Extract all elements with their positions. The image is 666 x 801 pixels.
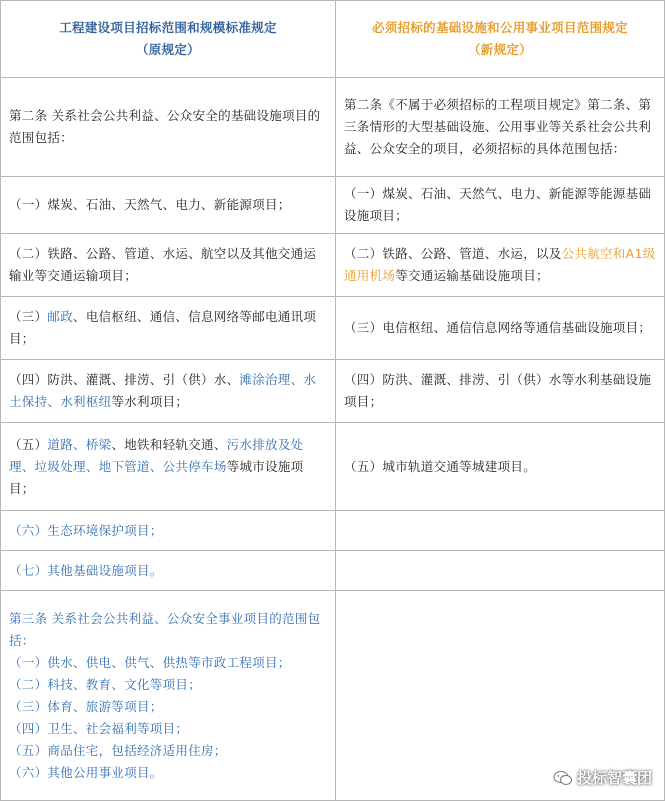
row9-left-line-6: （五）商品住宅，包括经济适用住房； bbox=[9, 742, 227, 758]
table-row bbox=[1, 234, 665, 297]
row5-left-sep-2: 、 bbox=[47, 394, 61, 409]
row6-left-highlight-5: 地下管道 bbox=[98, 458, 150, 474]
row9-left-line-3: （二）科技、教育、文化等项目； bbox=[9, 676, 202, 692]
header-left-title: 工程建设项目招标范围和规模标准规定 bbox=[59, 20, 277, 35]
row6-left bbox=[1, 423, 336, 511]
row6-left-text-mid: 、地铁和轻轨交通、 bbox=[111, 436, 227, 452]
header-right-cell bbox=[336, 1, 665, 78]
row8-left: （七）其他基础设施项目。 bbox=[1, 551, 336, 591]
table-row bbox=[1, 360, 665, 423]
row1-left: 第二条 关系社会公共利益、公众安全的基础设施项目的范围包括： bbox=[1, 78, 336, 177]
row6-left-highlight-4: 垃圾处理 bbox=[34, 458, 86, 474]
row5-left-sep-1: 、 bbox=[290, 372, 304, 387]
row1-right: 第二条《不属于必须招标的工程项目规定》第二条、第三条情形的大型基础设施、公用事业等关系社会公共利益、公众安全的项目，必须招标的具体范围包括： bbox=[336, 78, 665, 177]
row5-left-text-b: 等水利项目； bbox=[111, 394, 189, 409]
row6-left-highlight-3: 污水排放及处理 bbox=[9, 436, 304, 474]
row3-left: （二）铁路、公路、管道、水运、航空以及其他交通运输业等交通运输项目； bbox=[1, 234, 336, 297]
row2-left: （一）煤炭、石油、天然气、电力、新能源项目； bbox=[1, 177, 336, 234]
row9-left bbox=[1, 591, 336, 801]
watermark-text: 投标智囊团 bbox=[576, 769, 652, 787]
row4-right: （三）电信枢纽、通信信息网络等通信基础设施项目； bbox=[336, 297, 665, 360]
row5-left-highlight-2: 水土保持 bbox=[9, 372, 317, 409]
row9-left-line-5: （四）卫生、社会福利等项目； bbox=[9, 720, 189, 736]
header-left-cell bbox=[1, 1, 336, 78]
row6-left-highlight-1: 道路 bbox=[47, 436, 74, 452]
row9-left-line-4: （三）体育、旅游等项目； bbox=[9, 698, 163, 714]
row4-left-text-b: 、电信枢纽、通信、信息网络等邮电通讯项目； bbox=[9, 309, 317, 346]
row3-right bbox=[336, 234, 665, 297]
row6-left-highlight-6: 公共停车场 bbox=[162, 458, 227, 474]
row6-right: （五）城市轨道交通等城建项目。 bbox=[336, 423, 665, 511]
row6-left-sep-4: 、 bbox=[85, 458, 99, 474]
wechat-icon bbox=[553, 770, 573, 786]
table-row bbox=[1, 511, 665, 551]
row3-right-text-a: （二）铁路、公路、管道、水运，以及 bbox=[344, 246, 562, 261]
row4-left-highlight: 邮政 bbox=[47, 309, 74, 324]
row5-right: （四）防洪、灌溉、排涝、引（供）水等水利基础设施项目； bbox=[336, 360, 665, 423]
table-row bbox=[1, 423, 665, 511]
row4-left bbox=[1, 297, 336, 360]
row5-left bbox=[1, 360, 336, 423]
row2-right: （一）煤炭、石油、天然气、电力、新能源等能源基础设施项目； bbox=[336, 177, 665, 234]
header-left-subtitle: （原规定） bbox=[135, 42, 200, 57]
row3-right-highlight: 公共航空和A1级通用机场 bbox=[344, 246, 656, 283]
row7-left: （六）生态环境保护项目； bbox=[1, 511, 336, 551]
row6-left-text-a: （五） bbox=[9, 436, 48, 452]
row3-right-text-b: 等交通运输基础设施项目； bbox=[395, 268, 549, 283]
row5-left-highlight-1: 滩涂治理 bbox=[239, 372, 291, 387]
row6-left-sep-1: 、 bbox=[73, 436, 86, 452]
table-row bbox=[1, 177, 665, 234]
header-right-subtitle: （新规定） bbox=[467, 42, 532, 57]
row6-left-sep-3: 、 bbox=[21, 458, 35, 474]
row7-right bbox=[336, 511, 665, 551]
header-row bbox=[1, 1, 665, 78]
watermark bbox=[553, 767, 652, 788]
row6-left-sep-5: 、 bbox=[149, 458, 163, 474]
table-row bbox=[1, 551, 665, 591]
row5-left-text-a: （四）防洪、灌溉、排涝、引（供）水、 bbox=[9, 372, 240, 387]
table-row bbox=[1, 78, 665, 177]
header-right-title: 必须招标的基础设施和公用事业项目范围规定 bbox=[371, 20, 628, 35]
table-row bbox=[1, 297, 665, 360]
row9-left-line-7: （六）其他公用事业项目。 bbox=[9, 764, 163, 780]
row4-left-text-a: （三） bbox=[9, 309, 48, 324]
row5-left-highlight-3: 水利枢纽 bbox=[60, 394, 112, 409]
row6-left-highlight-2: 桥梁 bbox=[85, 436, 112, 452]
row6-left-text-b: 等城市设施项目； bbox=[9, 458, 304, 496]
row9-left-line-2: （一）供水、供电、供气、供热等市政工程项目； bbox=[9, 654, 291, 670]
row8-right bbox=[336, 551, 665, 591]
row9-left-line-1: 第三条 关系社会公共利益、公众安全事业项目的范围包括： bbox=[9, 610, 321, 648]
